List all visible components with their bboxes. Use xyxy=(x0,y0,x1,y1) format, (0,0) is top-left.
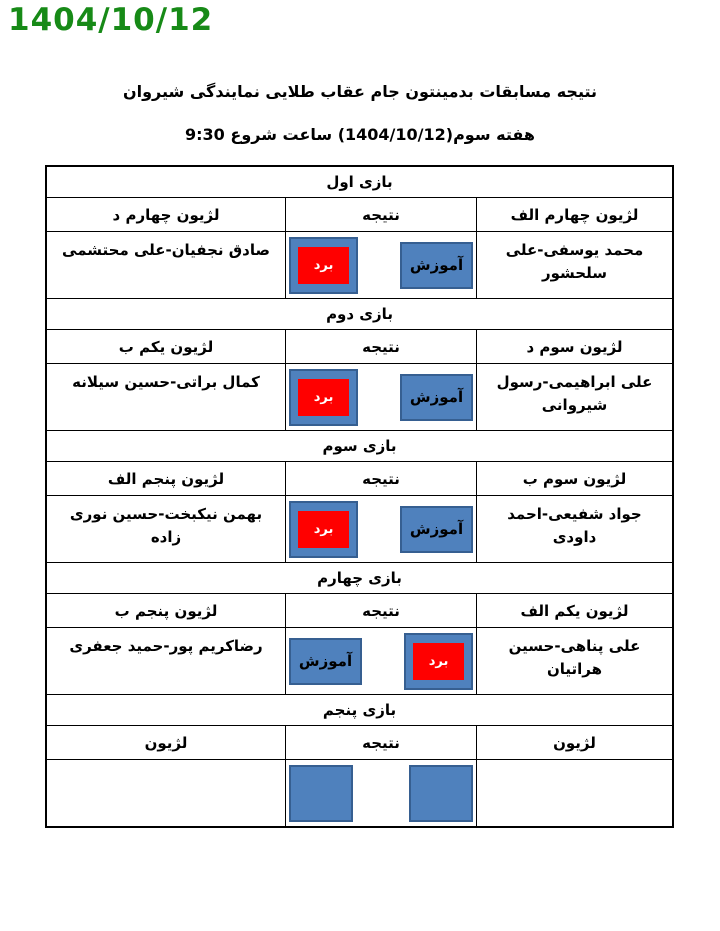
empty-result-box xyxy=(409,765,473,822)
team-left-players: کمال براتی-حسین سیلانه xyxy=(72,373,260,391)
players-row xyxy=(47,232,672,298)
team-left-players: صادق نجفیان-علی محتشمی xyxy=(62,241,270,259)
result-cell xyxy=(285,760,477,826)
team-right-players: علی ابراهیمی-رسول شیروانی xyxy=(496,373,653,415)
result-cell xyxy=(285,628,477,694)
team-right-players xyxy=(477,760,672,826)
win-box xyxy=(289,501,358,558)
win-label: برد xyxy=(413,643,464,680)
result-cell xyxy=(285,496,477,562)
team-left-players: رضاکریم پور-حمید جعفری xyxy=(69,637,263,655)
team-left-players xyxy=(47,760,285,826)
game-title: بازی پنجم xyxy=(47,695,672,726)
result-header: نتیجه xyxy=(285,726,477,759)
training-box: آموزش xyxy=(400,506,473,553)
doc-title: نتیجه مسابقات بدمینتون جام عقاب طلایی نمایندگی شیروان xyxy=(122,82,598,101)
team-right-header: لژیون xyxy=(553,733,596,752)
team-left-header: لژیون پنجم الف xyxy=(107,469,225,488)
team-right-header: لژیون سوم د xyxy=(526,337,623,356)
game-title: بازی دوم xyxy=(47,299,672,330)
legion-header-row xyxy=(47,330,672,364)
result-header: نتیجه xyxy=(285,198,477,231)
result-header: نتیجه xyxy=(285,330,477,363)
legion-header-row xyxy=(47,198,672,232)
legion-header-row xyxy=(47,594,672,628)
team-left-players: بهمن نیکبخت-حسین نوری زاده xyxy=(69,505,263,547)
game-block xyxy=(47,694,672,826)
game-title: بازی چهارم xyxy=(47,563,672,594)
team-left-header: لژیون چهارم د xyxy=(112,205,220,224)
win-box xyxy=(404,633,473,690)
game-block xyxy=(47,562,672,694)
team-right-header: لژیون سوم ب xyxy=(522,469,627,488)
result-header: نتیجه xyxy=(285,594,477,627)
win-box xyxy=(289,369,358,426)
game-title: بازی اول xyxy=(47,167,672,198)
players-row xyxy=(47,364,672,430)
players-row xyxy=(47,496,672,562)
team-right-header: لژیون چهارم الف xyxy=(510,205,639,224)
team-right-header: لژیون یکم الف xyxy=(520,601,629,620)
team-left-header: لژیون xyxy=(144,733,188,752)
win-label: برد xyxy=(298,247,349,284)
legion-header-row xyxy=(47,726,672,760)
win-label: برد xyxy=(298,379,349,416)
training-box: آموزش xyxy=(289,638,362,685)
training-box: آموزش xyxy=(400,242,473,289)
legion-header-row xyxy=(47,462,672,496)
result-cell xyxy=(285,364,477,430)
players-row xyxy=(47,628,672,694)
players-row xyxy=(47,760,672,826)
team-right-players: جواد شفیعی-احمد داودی xyxy=(507,505,642,547)
game-block xyxy=(47,167,672,298)
result-cell xyxy=(285,232,477,298)
team-right-players: محمد یوسفی-علی سلحشور xyxy=(505,241,644,283)
team-left-header: لژیون پنجم ب xyxy=(114,601,218,620)
win-label: برد xyxy=(298,511,349,548)
game-title: بازی سوم xyxy=(47,431,672,462)
win-box xyxy=(289,237,358,294)
doc-subtitle: هفته سوم(1404/10/12) ساعت شروع 9:30 xyxy=(185,125,535,144)
team-left-header: لژیون یکم ب xyxy=(118,337,214,356)
results-table xyxy=(45,165,674,828)
training-box: آموزش xyxy=(400,374,473,421)
team-right-players: علی پناهی-حسین هراتیان xyxy=(508,637,641,679)
title-block xyxy=(0,82,720,144)
result-header: نتیجه xyxy=(285,462,477,495)
game-block xyxy=(47,298,672,430)
game-block xyxy=(47,430,672,562)
empty-result-box xyxy=(289,765,353,822)
date-stamp: 1404/10/12 xyxy=(8,2,214,38)
